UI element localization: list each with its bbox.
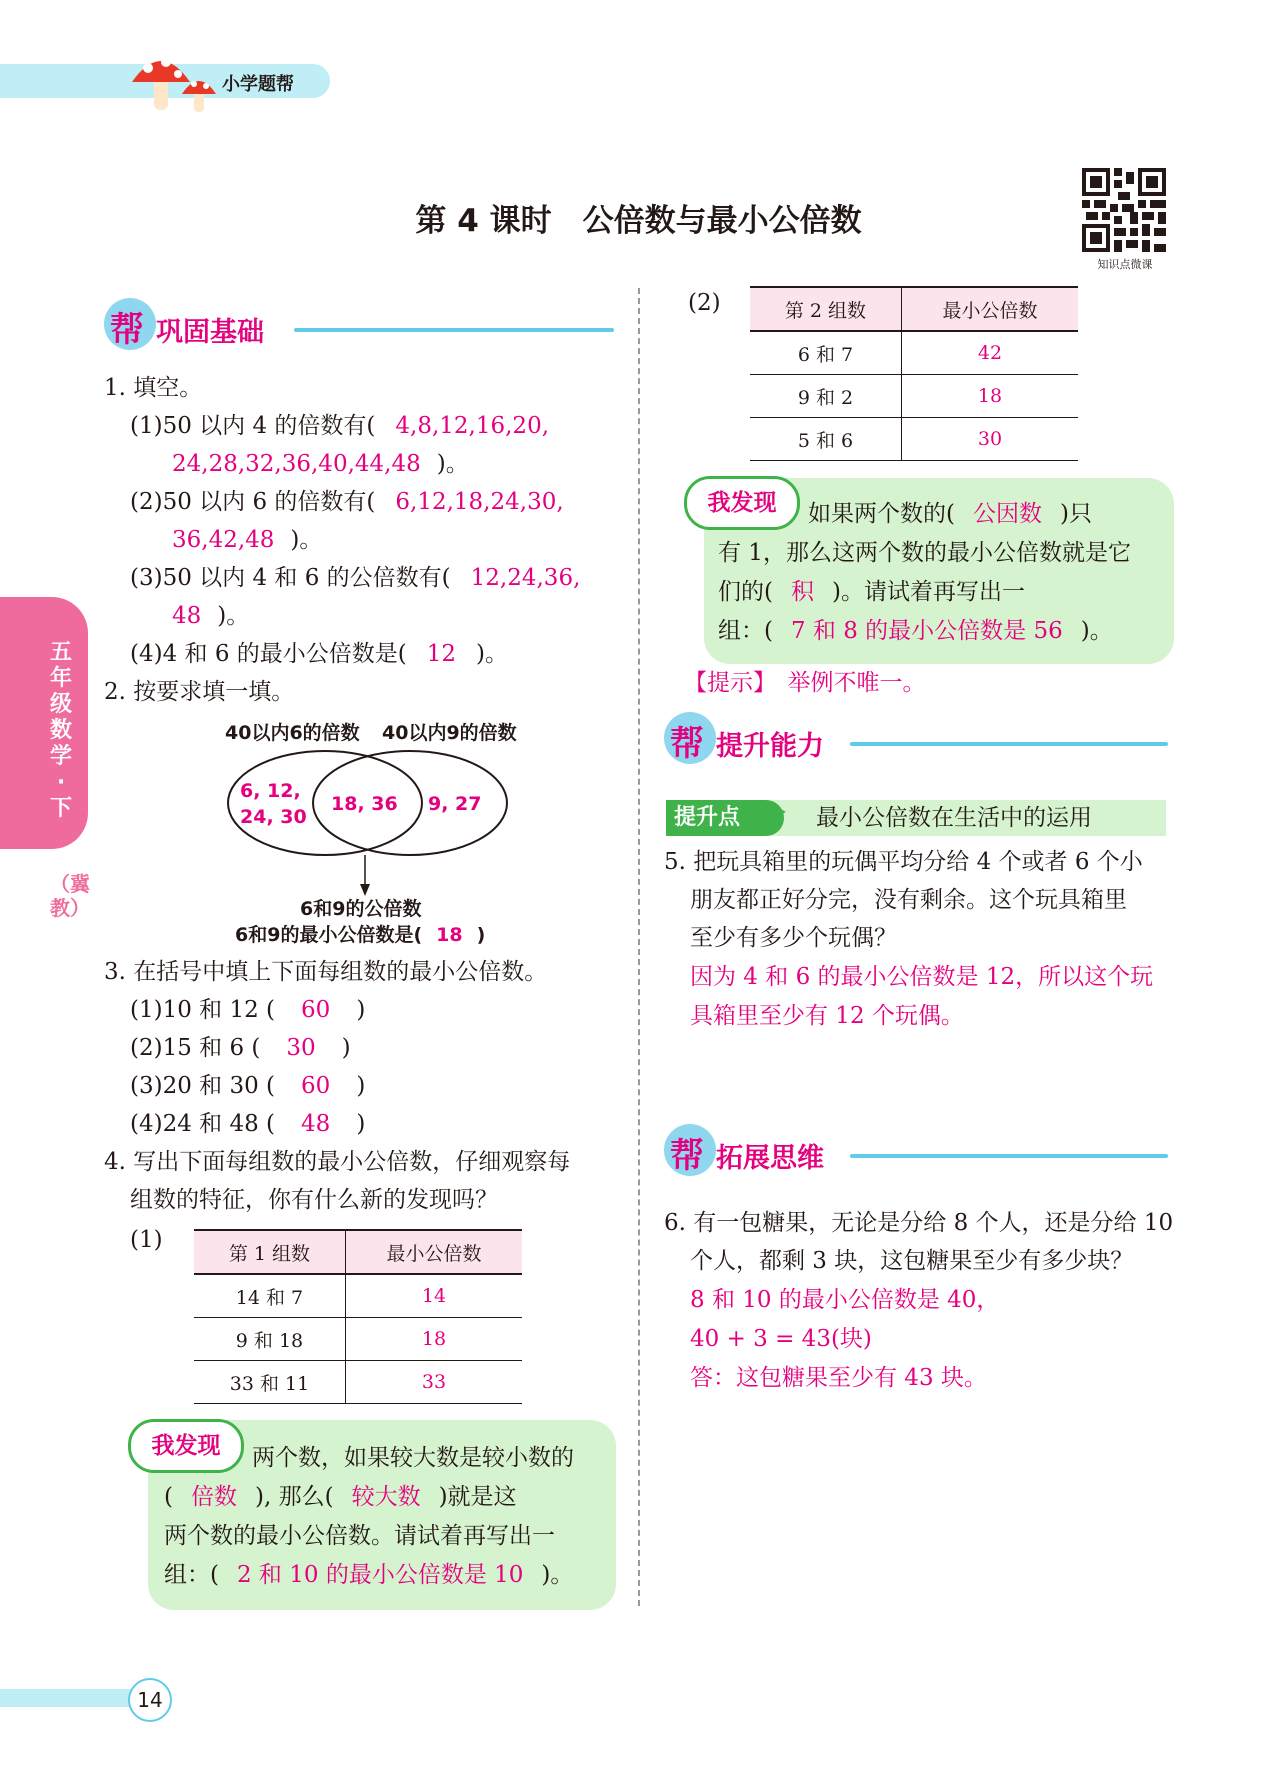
table-row: 9 和 18 18 <box>194 1318 522 1361</box>
section-improve-title: 提升能力 <box>716 731 824 762</box>
discovery1-line-2: ( 倍数 ), 那么( 较大数 )就是这 <box>164 1484 517 1510</box>
brand-name: 小学题帮 <box>222 74 294 95</box>
table2-header-group: 第 2 组数 <box>750 287 901 331</box>
lcm-caption: 6和9的最小公倍数是( 18 ) <box>235 924 486 946</box>
q1-item-1-cont: 24,28,32,36,40,44,48 )。 <box>172 451 469 477</box>
q2-title: 2. 按要求填一填。 <box>104 679 295 705</box>
arrow-icon <box>752 806 786 830</box>
q3-item-2: (2)15 和 6 ( 30 ) <box>130 1035 351 1061</box>
q1-item-2: (2)50 以内 6 的倍数有( 6,12,18,24,30, <box>130 489 564 515</box>
venn-left-values-1: 6, 12, <box>240 780 301 802</box>
improve-point-bar <box>666 800 1166 836</box>
q6-answer-3: 答：这包糖果至少有 43 块。 <box>690 1365 987 1391</box>
venn-left-values-2: 24, 30 <box>240 806 307 828</box>
q1-item-3: (3)50 以内 4 和 6 的公倍数有( 12,24,36, <box>130 565 581 591</box>
table1-header-group: 第 1 组数 <box>194 1230 345 1274</box>
table-row: 5 和 6 30 <box>750 418 1078 461</box>
qr-code-icon[interactable] <box>1082 168 1166 252</box>
discovery-badge-1: 我发现 <box>128 1419 244 1473</box>
q4-table1-label: (1) <box>130 1227 163 1253</box>
venn-left-label: 40以内6的倍数 <box>225 722 360 744</box>
edition-label: （冀教） <box>50 872 90 920</box>
discovery1-line-1: 两个数，如果较大数是较小数的 <box>252 1445 574 1471</box>
q1-title: 1. 填空。 <box>104 375 203 401</box>
venn-common-values: 18, 36 <box>331 793 398 815</box>
q6-line-2: 个人，都剩 3 块，这包糖果至少有多少块？ <box>690 1248 1134 1274</box>
table2-header-lcm: 最小公倍数 <box>901 287 1078 331</box>
discovery1-line-3: 两个数的最小公倍数。请试着再写出一 <box>164 1523 555 1549</box>
side-tab <box>0 597 88 849</box>
q6-answer-1: 8 和 10 的最小公倍数是 40， <box>690 1287 1000 1313</box>
q3-item-4: (4)24 和 48 ( 48 ) <box>130 1111 366 1137</box>
table-row: 14 和 7 14 <box>194 1274 522 1318</box>
discovery2-line-2: 有 1，那么这两个数的最小公倍数就是它 <box>718 540 1131 566</box>
improve-point-tag: 提升点 <box>666 800 784 836</box>
q5-line-3: 至少有多少个玩偶？ <box>690 925 897 951</box>
q1-item-3-cont: 48 )。 <box>172 603 250 629</box>
venn-right-values: 9, 27 <box>428 793 482 815</box>
table1-header-lcm: 最小公倍数 <box>345 1230 522 1274</box>
discovery2-line-1: 如果两个数的( 公因数 )只 <box>808 501 1092 527</box>
mushroom-logo-icon <box>128 46 224 116</box>
discovery-badge-2: 我发现 <box>684 476 800 530</box>
q5-answer-2: 具箱里至少有 12 个玩偶。 <box>690 1003 964 1029</box>
q4-table-2 <box>750 286 1078 461</box>
q3-item-1: (1)10 和 12 ( 60 ) <box>130 997 366 1023</box>
discovery2-line-3: 们的( 积 )。请试着再写出一 <box>718 579 1025 605</box>
q4-table-1 <box>194 1229 522 1404</box>
table-row: 6 和 7 42 <box>750 331 1078 375</box>
q1-item-2-cont: 36,42,48 )。 <box>172 527 323 553</box>
qr-caption: 知识点微课 <box>1097 258 1153 271</box>
q4-table2-label: (2) <box>688 290 721 316</box>
table-row: 33 和 11 33 <box>194 1361 522 1404</box>
q4-title-2: 组数的特征，你有什么新的发现吗？ <box>130 1187 498 1213</box>
q6-line-1: 6. 有一包糖果，无论是分给 8 个人，还是分给 10 <box>664 1210 1174 1236</box>
q5-line-2: 朋友都正好分完，没有剩余。这个玩具箱里 <box>690 887 1127 913</box>
section-basic-header: 帮 巩固基础 <box>104 298 614 358</box>
q3-item-3: (3)20 和 30 ( 60 ) <box>130 1073 366 1099</box>
page-title: 第 4 课时 公倍数与最小公倍数 <box>415 203 862 239</box>
section-expand-header: 帮 拓展思维 <box>664 1124 1168 1184</box>
q3-title: 3. 在括号中填上下面每组数的最小公倍数。 <box>104 959 548 985</box>
section-improve-header: 帮 提升能力 <box>664 712 1168 772</box>
venn-right-label: 40以内9的倍数 <box>382 722 517 744</box>
section-expand-title: 拓展思维 <box>716 1143 824 1174</box>
discovery1-line-4: 组：( 2 和 10 的最小公倍数是 10 )。 <box>164 1562 574 1588</box>
section-basic-title: 巩固基础 <box>156 317 264 348</box>
improve-topic: 最小公倍数在生活中的运用 <box>816 805 1092 831</box>
hint-text: 【提示】 举例不唯一。 <box>684 670 926 696</box>
grade-label: 五年级数学·下 <box>49 640 72 821</box>
q1-item-4: (4)4 和 6 的最小公倍数是( 12 )。 <box>130 641 509 667</box>
table-row: 9 和 2 18 <box>750 375 1078 418</box>
q5-answer-1: 因为 4 和 6 的最小公倍数是 12，所以这个玩 <box>690 964 1154 990</box>
q6-answer-2: 40 + 3 = 43(块) <box>690 1326 872 1352</box>
discovery2-line-4: 组：( 7 和 8 的最小公倍数是 56 )。 <box>718 618 1113 644</box>
q5-line-1: 5. 把玩具箱里的玩偶平均分给 4 个或者 6 个小 <box>664 849 1143 875</box>
q4-title-1: 4. 写出下面每组数的最小公倍数，仔细观察每 <box>104 1149 571 1175</box>
q1-item-1: (1)50 以内 4 的倍数有( 4,8,12,16,20, <box>130 413 550 439</box>
column-divider <box>638 288 640 1606</box>
page-number: 14 <box>128 1678 172 1722</box>
common-multiple-caption: 6和9的公倍数 <box>300 898 422 920</box>
